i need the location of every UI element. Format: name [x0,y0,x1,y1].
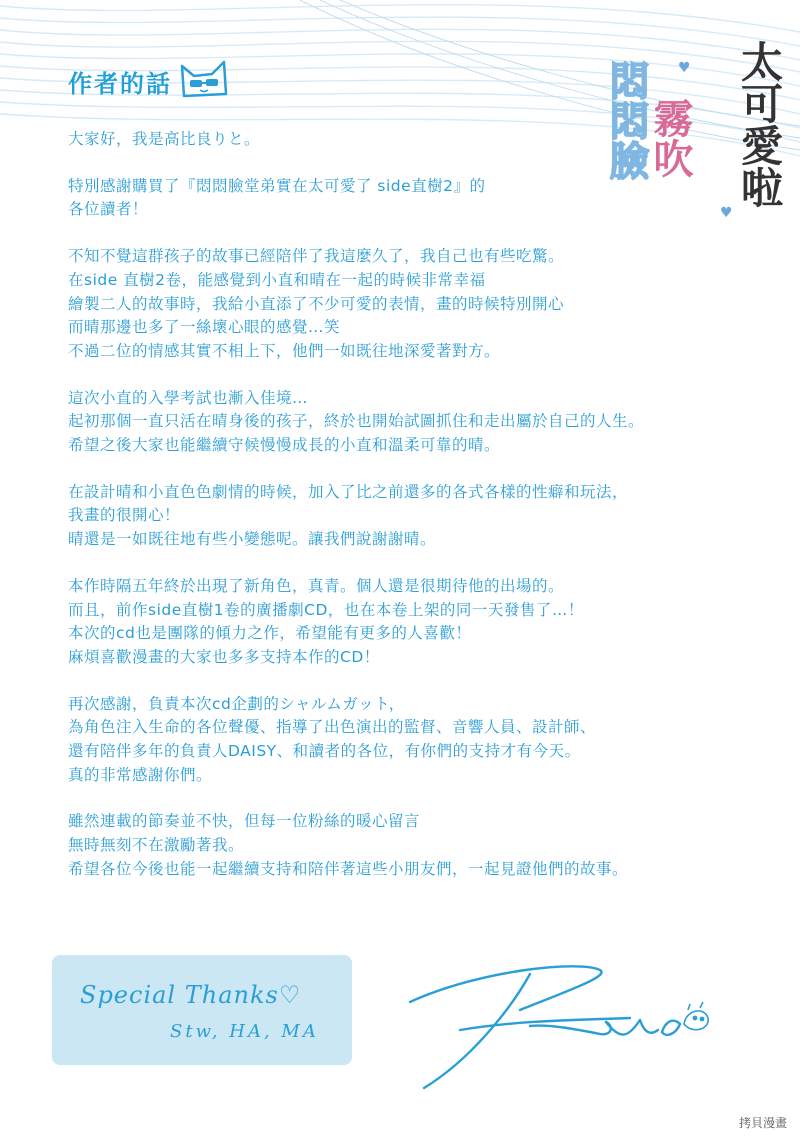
text-line: 在設計晴和小直色色劇情的時候，加入了比之前還多的各式各樣的性癖和玩法， [68,482,629,501]
text-line: 希望之後大家也能繼續守候慢慢成長的小直和溫柔可靠的晴。 [68,436,501,455]
logo-text-3: 霧吹 [647,98,693,178]
afterword-body [68,118,768,882]
text-line: 為角色注入生命的各位聲優、指導了出色演出的監督、音響人員、設計師、 [68,718,597,737]
text-line: 而晴那邊也多了一絲壞心眼的感覺…笑 [68,318,341,337]
text-line: 我畫的很開心！ [68,506,181,525]
text-line: 不知不覺這群孩子的故事已經陪伴了我這麼久了，我自己也有些吃驚。 [68,247,565,266]
signature-icon [400,960,730,1095]
text-line: 還有陪伴多年的負責人DAISY、和讀者的各位，有你們的支持才有今天。 [68,742,581,761]
heart-icon: ♥ [720,205,733,221]
paragraph [68,481,768,552]
paragraph [68,693,768,788]
text-line: 不過二位的情感其實不相上下，他們一如既往地深愛著對方。 [68,341,501,360]
text-line: 繪製二人的故事時，我給小直添了不少可愛的表情，畫的時候特別開心 [68,294,565,313]
special-thanks-box [52,955,352,1065]
paragraph [68,128,768,152]
text-line: 特別感謝購買了『悶悶臉堂弟實在太可愛了 side直樹2』的 [68,176,486,195]
paragraph [68,387,768,458]
text-line: 再次感謝，負責本次cd企劃的シャルムガット， [68,694,405,713]
text-line: 雖然連載的節奏並不快，但每一位粉絲的暖心留言 [68,812,421,831]
text-line: 起初那個一直只活在晴身後的孩子，終於也開始試圖抓住和走出屬於自己的人生。 [68,412,645,431]
paragraph [68,810,768,881]
cat-icon [176,58,234,100]
logo-text-1: 太可愛啦 [735,40,784,208]
text-line: 本次的cd也是團隊的傾力之作，希望能有更多的人喜歡！ [68,624,472,643]
text-line: 麻煩喜歡漫畫的大家也多多支持本作的CD！ [68,647,380,666]
heart-icon: ♥ [678,60,691,76]
text-line: 本作時隔五年終於出現了新角色，真青。個人還是很期待他的出場的。 [68,576,565,595]
text-line: 真的非常感謝你們。 [68,765,213,784]
special-thanks-names: Stw, HA, MA [170,1021,319,1042]
text-line: 在side 直樹2卷，能感覺到小直和晴在一起的時候非常幸福 [68,270,486,289]
page-heading: 作者的話 [68,70,172,98]
special-thanks-title: Special Thanks♡ [80,981,302,1009]
text-line: 而且，前作side直樹1卷的廣播劇CD，也在本卷上架的同一天發售了…！ [68,600,584,619]
text-line: 無時無刻不在激勵著我。 [68,836,245,855]
paragraph [68,245,768,364]
text-line: 大家好，我是高比良りと。 [68,130,261,148]
paragraph [68,175,768,222]
logo-text-4: 悶悶臉 [603,60,649,180]
watermark: 拷貝漫畫 [736,1113,790,1132]
text-line: 希望各位今後也能一起繼續支持和陪伴著這些小朋友們，一起見證他們的故事。 [68,859,629,878]
paragraph [68,575,768,670]
text-line: 這次小直的入學考試也漸入佳境… [68,388,309,407]
text-line: 晴還是一如既往地有些小變態呢。讓我們說謝謝晴。 [68,530,437,549]
text-line: 各位讀者！ [68,200,149,219]
